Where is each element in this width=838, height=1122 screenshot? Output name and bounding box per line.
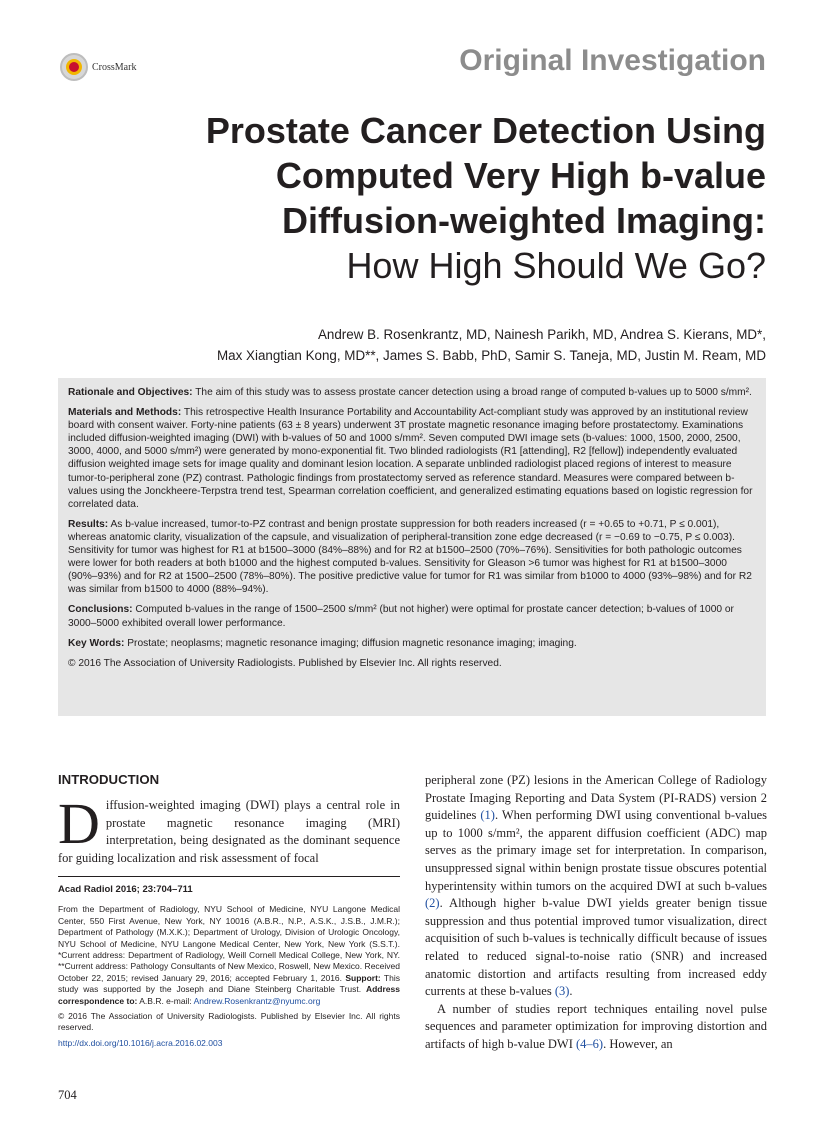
abstract-conclusions <box>68 603 756 629</box>
abstract-label: Key Words: <box>68 637 125 649</box>
article-subtitle: How High Should We Go? <box>346 245 766 286</box>
page-number: 704 <box>58 1088 77 1102</box>
doi-link[interactable]: http://dx.doi.org/10.1016/j.acra.2016.02.003 <box>58 1037 223 1048</box>
introduction-heading: INTRODUCTION <box>58 772 160 787</box>
abstract-copyright: © 2016 The Association of University Radiologists. Published by Elsevier Inc. All rights reserved. <box>68 657 502 669</box>
article-title-block <box>66 108 766 289</box>
crossmark-icon <box>60 53 88 81</box>
abstract-box <box>58 378 766 716</box>
introduction-paragraph <box>425 772 767 1001</box>
journal-citation: Acad Radiol 2016; 23:704–711 <box>58 884 193 895</box>
reference-link[interactable]: (4–6) <box>575 1036 604 1051</box>
paragraph-text: . Although higher b-value DWI yields greater benign tissue suppression and thus potential improved tumor visualization, direct acquisition of such b-values is technically difficult because of issues related to reduced signal-to-noise ratio (SNR) and increased anatomic distortion and artifacts resulting from increased eddy currents at these b-values <box>425 896 767 999</box>
abstract-keywords <box>68 637 756 650</box>
reference-link[interactable]: (1) <box>480 808 495 823</box>
left-column <box>58 772 400 867</box>
support-label: Support: <box>345 972 381 983</box>
affiliations <box>58 904 400 1007</box>
reference-link[interactable]: (3) <box>554 984 570 999</box>
authors-line: Andrew B. Rosenkrantz, MD, Nainesh Parikh, MD, Andrea S. Kierans, MD*, <box>317 327 766 342</box>
paragraph-text: . When performing DWI using conventional b-values up to 1000 s/mm², the apparent diffusion coefficient (ADC) map serves as the primary image set for interpretation. In comparison, unsuppressed signal within benign prostate tissue obscures potential hyperintensity within tumors on the acquired DWI at such b-values <box>425 808 767 893</box>
address-label: Address correspondence to: <box>58 984 400 1006</box>
reference-link[interactable]: (2) <box>425 896 440 911</box>
affiliations-text: From the Department of Radiology, NYU School of Medicine, NYU Langone Medical Center, 550 First Avenue, New York, NY 10016 (A.B.R., N.P., A.S.K., J.S.B., J.M.R.); Department of Pathology (M.X.K.); Department of Urology, Division of Urologic Oncology, NYU School of Medicine, NYU Langone Medical Center, New York, New York (S.S.T.). *Current address: Department of Radiology, Weill Cornell Medical College, New York, NY. **Current address: Pathology Consultants of New Mexico, Roswell, New Mexico. Received October 22, 2015; revised January 29, 2016; accepted February 1, 2016. <box>58 904 400 983</box>
abstract-text: Computed b-values in the range of 1500–2500 s/mm² (but not higher) were optimal for prostate cancer detection; b-values of 1000 or 3000–5000 exhibited overall lower performance. <box>68 604 734 629</box>
support-text: This study was supported by the Joseph and Diane Steinberg Charitable Trust. <box>58 972 400 995</box>
abstract-text: Prostate; neoplasms; magnetic resonance imaging; diffusion magnetic resonance imaging; imaging. <box>124 637 577 649</box>
article-title-line: Diffusion-weighted Imaging: <box>282 200 766 241</box>
abstract-results <box>68 518 756 597</box>
address-text: A.B.R. e-mail: <box>137 995 194 1006</box>
introduction-paragraph <box>58 791 400 867</box>
email-link[interactable]: Andrew.Rosenkrantz@nyumc.org <box>193 995 321 1006</box>
paragraph-text: iffusion-weighted imaging (DWI) plays a central role in prostate magnetic resonance imaging (MRI) interpretation, being designated as the dominant sequence for guiding localization and risk assessment of focal <box>58 798 400 865</box>
paragraph-text: . However, an <box>603 1036 673 1051</box>
abstract-text: This retrospective Health Insurance Portability and Accountability Act-compliant study was approved by an institutional review board with consent waiver. Forty-nine patients (63 ± 8 years) underwent 3T prostate magnetic resonance imaging before prostatectomy. Examinations included diffusion-weighted imaging (DWI) with b-values of 50 and 1000 s/mm². Seven computed DWI image sets (b-values: 1000, 1500, 2000, 2500, 3000, 4000, and 5000 s/mm²) were generated by mono-exponential fit. Two blinded radiologists (R1 [attending], R2 [fellow]) independently evaluated diffusion weighted image sets for image quality and dominant lesion location. A separate unblinded radiologist placed regions of interest to measure tumor-to-peripheral zone (PZ) contrast. Pathologic findings from prostatectomy served as reference standard. Measures were compared between b-values using the Jonckheere-Terpstra trend test, Spearman correlation coefficient, and generalized estimating equations based on logistic regression for correlated data. <box>68 407 753 510</box>
abstract-label: Rationale and Objectives: <box>68 387 193 398</box>
author-list <box>46 324 766 366</box>
article-footnote <box>58 876 400 1049</box>
crossmark-badge[interactable] <box>60 52 210 82</box>
abstract-rationale <box>68 386 756 399</box>
section-label: Original Investigation <box>459 44 766 77</box>
footnote-copyright: © 2016 The Association of University Radiologists. Published by Elsevier Inc. All rights reserved. <box>58 1011 400 1033</box>
introduction-paragraph <box>425 1001 767 1054</box>
authors-line: Max Xiangtian Kong, MD**, James S. Babb, PhD, Samir S. Taneja, MD, Justin M. Ream, MD <box>217 348 766 363</box>
abstract-label: Conclusions: <box>68 604 133 616</box>
abstract-label: Results: <box>68 518 109 530</box>
drop-cap: D <box>58 791 100 856</box>
crossmark-label: CrossMark <box>92 61 137 73</box>
paragraph-text: A number of studies report techniques entailing novel pulse sequences and parameter optimization for improving distortion and artifacts of high b-value DWI <box>425 1001 767 1051</box>
right-column <box>425 772 767 1054</box>
paragraph-text: peripheral zone (PZ) lesions in the American College of Radiology Prostate Imaging Reporting and Data System (PI-RADS) version 2 guidelines <box>425 773 767 823</box>
abstract-text: As b-value increased, tumor-to-PZ contrast and benign prostate suppression for both readers increased (r = +0.65 to +0.71, P ≤ 0.001), whereas anatomic clarity, visualization of the capsule, and visualization of peripheral-transition zone edge decreased (r = −0.69 to −0.75, P ≤ 0.003). Sensitivity for tumor was highest for R1 at b1500–3000 (84%–88%) and for R2 at b1500–2500 (70%–76%). Sensitivities for both pathologic outcomes were lower for both readers at both b1000 and the highest computed b-values. Sensitivity for Gleason >6 tumor was highest for R1 at b1500–3000 (90%–93%) and for R2 at 1500–2500 (78%–80%). The positive predictive value for tumor for R1 was similar from b1000 to 4000 (93%–98%) and for R2 was similar from b1500 to 4000 (88%–94%). <box>68 518 752 596</box>
abstract-methods <box>68 406 756 511</box>
abstract-label: Materials and Methods: <box>68 407 182 419</box>
article-title-line: Computed Very High b-value <box>275 155 766 196</box>
abstract-text: The aim of this study was to assess prostate cancer detection using a broad range of computed b-values up to 5000 s/mm². <box>192 387 752 398</box>
article-title-line: Prostate Cancer Detection Using <box>205 110 766 151</box>
paragraph-text: . <box>569 984 573 999</box>
